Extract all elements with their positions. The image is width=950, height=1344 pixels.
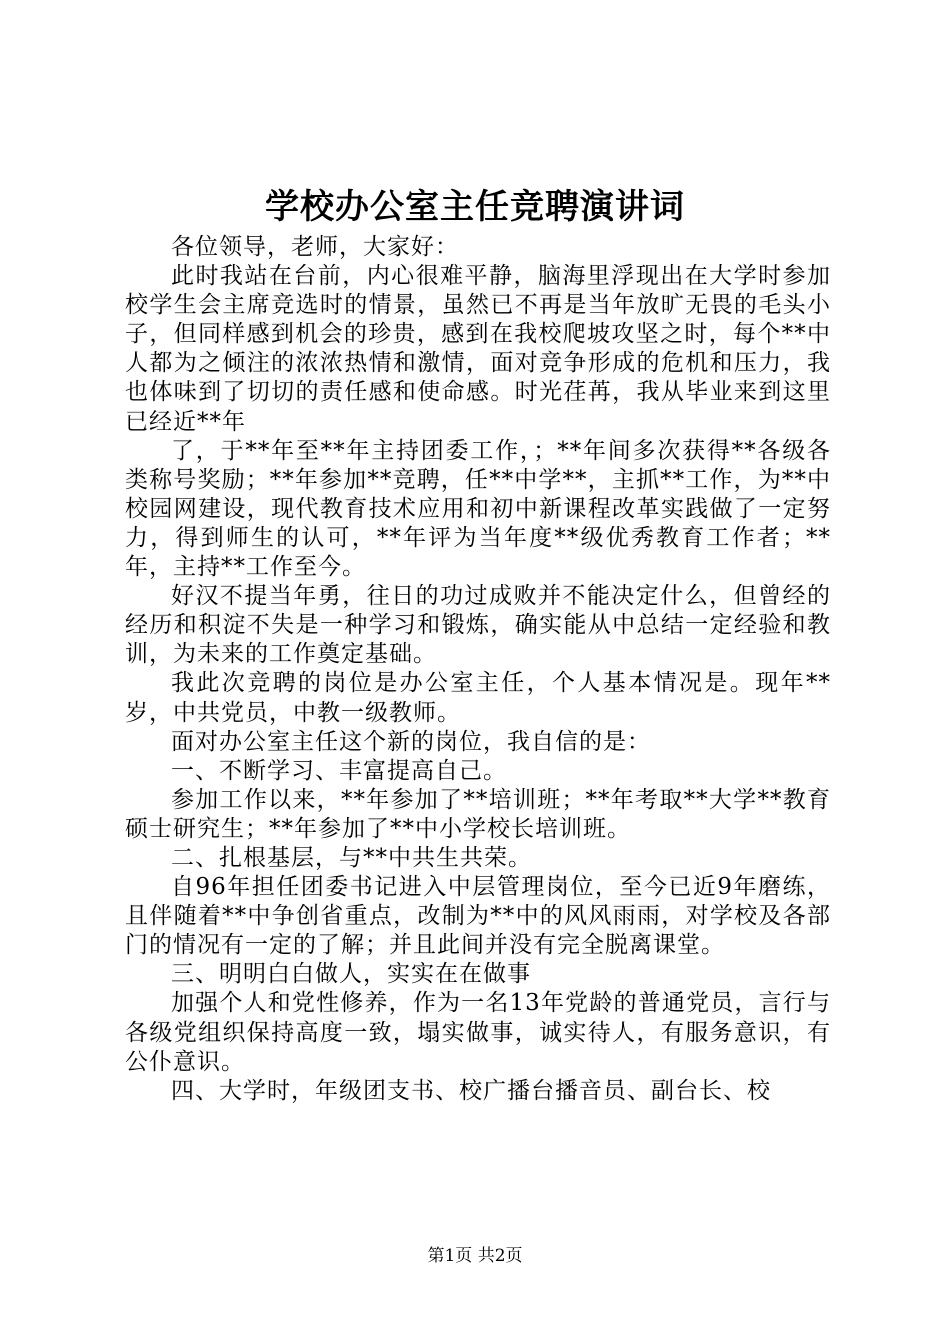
document-title: 学校办公室主任竞聘演讲词: [265, 187, 685, 227]
paragraph: 我此次竞聘的岗位是办公室主任，个人基本情况是。现年**岁，中共党员，中教一级教师。: [125, 670, 831, 726]
section-heading: 四、大学时，年级团支书、校广播台播音员、副台长、校: [171, 1077, 771, 1104]
page-footer: [0, 1244, 950, 1268]
paragraph: 此时我站在台前，内心很难平静，脑海里浮现出在大学时参加校学生会主席竞选时的情景，虽然已不再是当年放旷无畏的毛头小子，但同样感到机会的珍贵，感到在我校爬坡攻坚之时，每个**中人都为之倾注的浓浓热情和激情，面对竞争形成的危机和压力，我也体味到了切切的责任感和使命感。时光荏苒，我从毕业来到这里已经近**年: [125, 263, 831, 435]
section-heading: 二、扎根基层，与**中共生共荣。: [171, 844, 532, 871]
paragraph: 面对办公室主任这个新的岗位，我自信的是：: [171, 728, 651, 755]
section-heading: 三、明明白白做人，实实在在做事: [171, 961, 531, 988]
section-heading: 一、不断学习、丰富提高自己。: [171, 757, 507, 784]
paragraph: 了，于**年至**年主持团委工作，；**年间多次获得**各级各类称号奖励；**年参加**竞聘，任**中学**，主抓**工作，为**中校园网建设，现代教育技术应用和初中新课程改革实践做了一定努力，得到师生的认可，**年评为当年度**级优秀教育工作者；**年，主持**工作至今。: [125, 437, 831, 581]
paragraph: 好汉不提当年勇，往日的功过成败并不能决定什么，但曾经的经历和积淀不失是一种学习和锻炼，确实能从中总结一定经验和教训，为未来的工作奠定基础。: [125, 583, 831, 668]
paragraph-greeting: 各位领导，老师，大家好：: [171, 234, 459, 260]
paragraph: 自96年担任团委书记进入中层管理岗位，至今已近9年磨练，且伴随着**中争创省重点，改制为**中的风风雨雨，对学校及各部门的情况有一定的了解；并且此间并没有完全脱离课堂。: [125, 874, 831, 959]
document-body: [125, 233, 831, 1106]
page-indicator: 第1页 共2页: [427, 1246, 523, 1266]
paragraph: 参加工作以来，**年参加了**培训班；**年考取**大学**教育硕士研究生；**年参加了**中小学校长培训班。: [125, 786, 831, 842]
paragraph: 加强个人和党性修养，作为一名13年党龄的普通党员，言行与各级党组织保持高度一致，塌实做事，诚实待人，有服务意识，有公仆意识。: [125, 990, 831, 1075]
